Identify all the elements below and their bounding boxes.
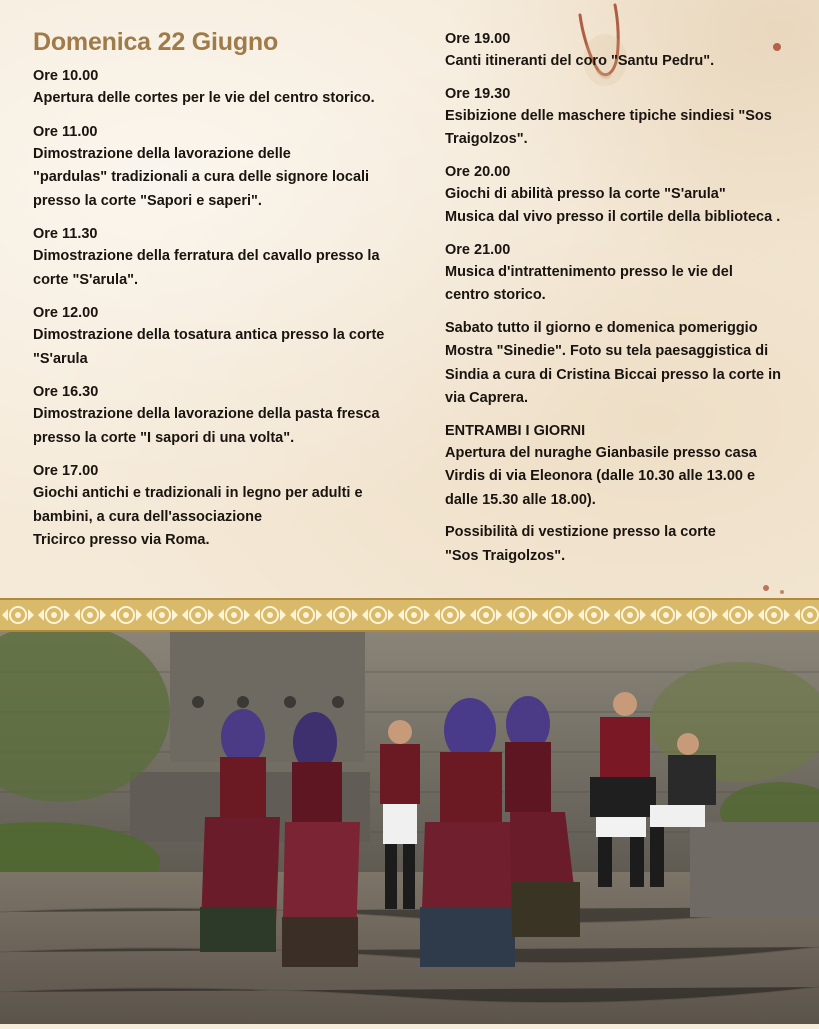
event-time: Ore 17.00 [33,463,99,479]
program-item [33,302,413,371]
rust-spot-decoration [760,580,790,598]
event-description: Dimostrazione della lavorazione delle "pardulas" tradizionali a cura delle signore locali presso la corte "Sapori e saperi". [33,145,370,209]
event-time: Ore 19.00 [445,31,511,47]
event-description: Esibizione delle maschere tipiche sindiesi "Sos Traigolzos". [445,107,772,147]
photo-illustration [0,632,819,1024]
right-event-list [445,28,800,568]
event-time: Ore 16.30 [33,384,99,400]
event-description: Dimostrazione della lavorazione della pasta fresca presso la corte "I sapori di una volta". [33,406,380,446]
event-time: Ore 19.30 [445,85,511,102]
program-item [445,239,800,308]
program-item [445,28,800,74]
ornamental-border [0,598,819,632]
program-item [33,460,413,553]
event-description: Musica d'intrattenimento presso le vie del centro storico. [445,263,733,303]
event-time: ENTRAMBI I GIORNI [445,422,586,439]
program-item [445,83,800,152]
event-description: Possibilità di vestizione presso la corte "Sos Traigolzos". [445,524,716,564]
event-description: Dimostrazione della tosatura antica presso la corte "S'arula [33,327,385,367]
program-item [445,317,800,411]
program-item [445,161,800,230]
event-description: Giochi antichi e tradizionali in legno per adulti e bambini, a cura dell'associazione Tricirco presso via Roma. [33,485,363,548]
event-time: Ore 21.00 [445,241,511,258]
event-time: Ore 10.00 [33,68,99,84]
event-description: Apertura delle cortes per le vie del centro storico. [33,90,375,106]
program-item [33,121,413,214]
event-description: Giochi di abilità presso la corte "S'arula" Musica dal vivo presso il cortile della biblioteca . [445,185,781,225]
border-pattern [0,600,819,630]
program-item [33,223,413,292]
program-left-column [33,28,413,563]
event-time: Ore 11.30 [33,226,98,242]
event-description: Apertura del nuraghe Gianbasile presso casa Virdis di via Eleonora (dalle 10.30 alle 13.00 e dalle 15.30 alle 18.00). [445,444,757,508]
left-event-list [33,65,413,553]
event-time: Ore 20.00 [445,163,511,180]
folk-dancers-photo [0,632,819,1024]
event-description: Sabato tutto il giorno e domenica pomeriggio Mostra "Sinedie". Foto su tela paesaggistica di Sindia a cura di Cristina Biccai presso la corte in via Caprera. [445,319,782,406]
event-description: Canti itineranti del coro "Santu Pedru". [445,53,715,69]
program-item [445,420,800,513]
event-description: Dimostrazione della ferratura del cavallo presso la corte "S'arula". [33,248,380,288]
program-item [33,65,413,111]
program-item [33,381,413,450]
day-title: Domenica 22 Giugno [33,28,279,56]
event-time: Ore 11.00 [33,123,98,140]
program-right-column [445,28,800,577]
event-time: Ore 12.00 [33,305,99,321]
program-item [445,521,800,568]
